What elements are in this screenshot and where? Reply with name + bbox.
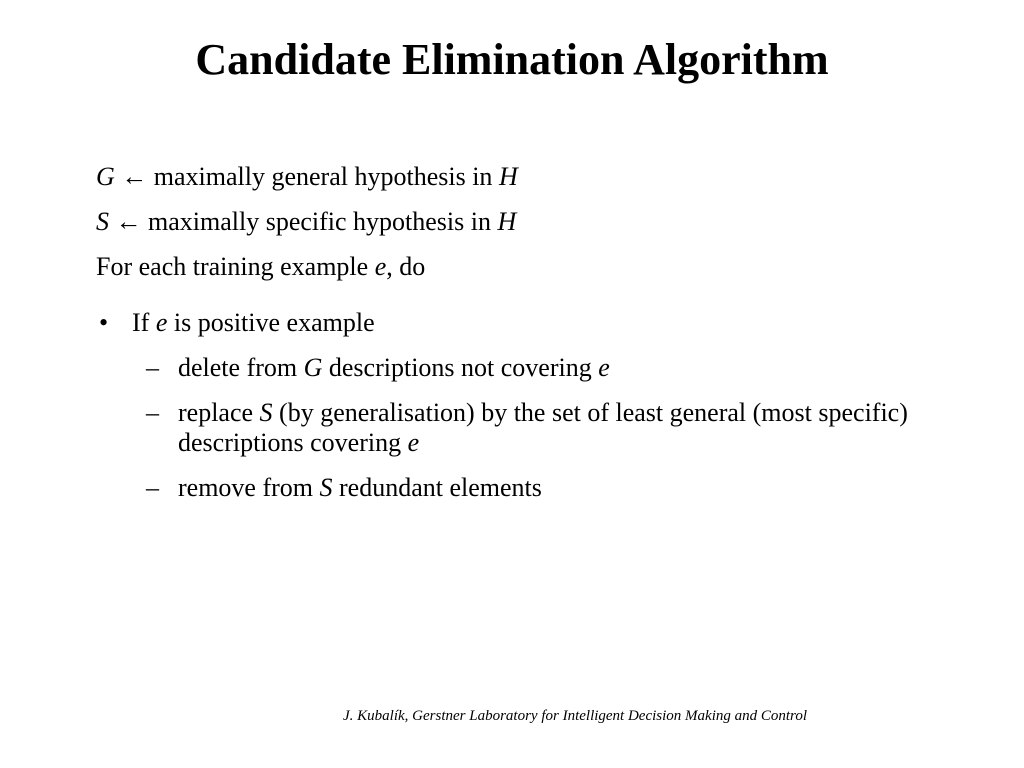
- bullet-if-text: If: [132, 308, 156, 337]
- dash-icon: –: [146, 473, 159, 502]
- dash-icon: –: [146, 353, 159, 382]
- slide-title: Candidate Elimination Algorithm: [195, 35, 829, 84]
- subitem-delete-part-b: descriptions not covering: [322, 353, 599, 382]
- line-for-text: For each training example: [96, 252, 375, 281]
- line-for-each: [96, 252, 976, 282]
- var-e: e: [407, 428, 420, 457]
- var-s: S: [259, 398, 273, 427]
- left-arrow-symbol: ←: [121, 162, 148, 191]
- var-e: e: [598, 353, 610, 382]
- slide-footer: J. Kubalík, Gerstner Laboratory for Intelligent Decision Making and Control: [343, 708, 807, 724]
- var-g: G: [303, 353, 323, 382]
- left-arrow-symbol: ←: [115, 207, 142, 236]
- subitem-delete: [96, 353, 976, 383]
- line-s-text: maximally specific hypothesis in: [141, 207, 498, 236]
- var-s: S: [96, 207, 109, 236]
- subitem-remove-text: [178, 473, 976, 503]
- line-g-text: maximally general hypothesis in: [147, 162, 499, 191]
- bullet-icon: •: [99, 308, 109, 337]
- var-g: G: [96, 162, 115, 191]
- subitem-remove-part-b: redundant elements: [332, 473, 542, 502]
- subitem-replace-part-a: replace: [178, 398, 260, 427]
- var-s: S: [319, 473, 333, 502]
- subitem-delete-text: [178, 353, 976, 383]
- slide-body: [96, 162, 976, 518]
- line-s-init: [96, 207, 976, 237]
- subitem-delete-part-a: delete from: [178, 353, 304, 382]
- subitem-replace: [96, 398, 976, 458]
- line-g-init: [96, 162, 976, 192]
- subitem-remove: [96, 473, 976, 503]
- subitem-replace-part-b: (by generalisation) by the set of least general (most specific) descriptions covering: [178, 398, 908, 457]
- var-h: H: [498, 162, 518, 191]
- var-e: e: [374, 252, 387, 281]
- subitem-replace-text: [178, 398, 976, 458]
- bullet-positive-example: [96, 308, 976, 338]
- subitem-remove-part-a: remove from: [178, 473, 320, 502]
- line-for-tail: , do: [386, 252, 426, 281]
- var-e: e: [155, 308, 168, 337]
- bullet-rest-text: is positive example: [167, 308, 375, 337]
- dash-icon: –: [146, 398, 159, 427]
- var-h: H: [497, 207, 517, 236]
